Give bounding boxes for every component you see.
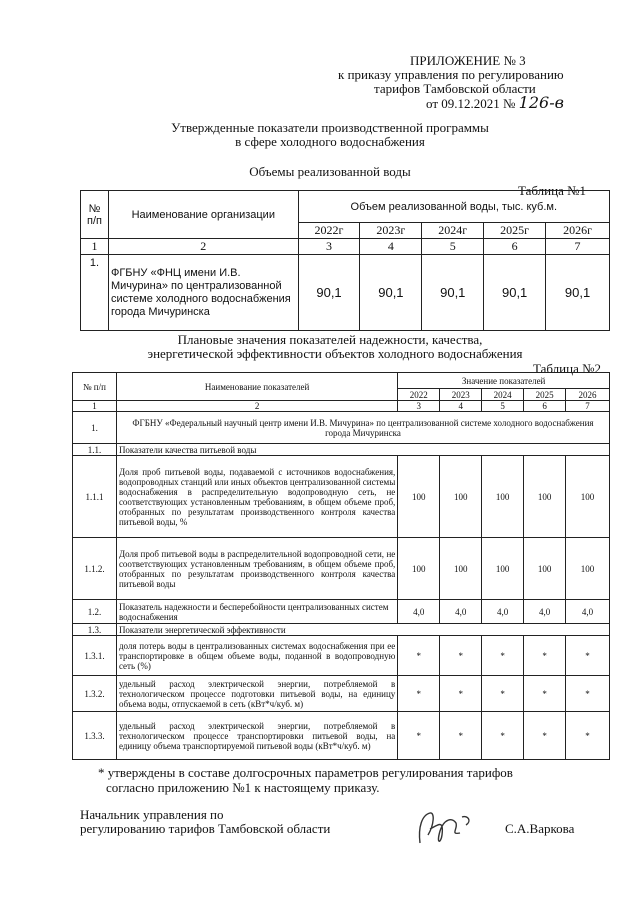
t2-value: 100 (566, 538, 610, 600)
t1-value: 90,1 (298, 255, 360, 331)
t2-colnum: 7 (566, 401, 610, 412)
t2-row-text: Доля проб питьевой воды, подаваемой с источников водоснабжения, водопроводных станций или иных объектов централизованной системы водоснабжения в распределительную водопроводную сеть, не соответствующих установленным требованиям, в общем объеме проб, отобранных по результатам производственного контроля качества питьевой воды, % (116, 456, 397, 538)
t2-value: 100 (524, 538, 566, 600)
order-date (426, 93, 564, 112)
t2-colnum: 5 (482, 401, 524, 412)
doc-title-line2: в сфере холодного водоснабжения (235, 134, 425, 149)
t2-value: * (482, 676, 524, 712)
table-row (73, 444, 610, 456)
t2-year: 2026 (566, 389, 610, 401)
t2-row-num: 1.2. (73, 600, 117, 624)
table1-label: Таблица №1 (518, 183, 587, 198)
signer-position-line1: Начальник управления по (80, 807, 224, 822)
t1-colnum: 4 (360, 239, 422, 255)
signer-name: С.А.Варкова (505, 821, 575, 836)
t1-colnum: 7 (546, 239, 610, 255)
t2-value: 100 (398, 456, 440, 538)
t2-value: 100 (482, 456, 524, 538)
t2-row-num: 1.3.3. (73, 712, 117, 760)
t2-row-num: 1.3.1. (73, 636, 117, 676)
t2-value: 4,0 (398, 600, 440, 624)
t2-row-text: Показатель надежности и бесперебойности централизованных систем водоснабжения (116, 600, 397, 624)
t2-colnum: 4 (440, 401, 482, 412)
t2-value: * (566, 636, 610, 676)
t1-row-num: 1. (81, 255, 109, 331)
t2-row-num: 1.1.1 (73, 456, 117, 538)
t1-colnum: 5 (422, 239, 484, 255)
t2-row-num: 1.1.2. (73, 538, 117, 600)
t2-value: * (524, 712, 566, 760)
volume-table (80, 190, 610, 331)
t2-row-num: 1.3.2. (73, 676, 117, 712)
t2-value: 4,0 (440, 600, 482, 624)
t2-value: * (524, 676, 566, 712)
order-date-text: от 09.12.2021 № (426, 96, 516, 111)
table-row (73, 676, 610, 712)
t2-value: * (482, 636, 524, 676)
table-row (81, 255, 610, 331)
t2-row-text: Доля проб питьевой воды в распределительной водопроводной сети, не соответствующих установленным требованиям, в общем объеме проб, отобранных по результатам производственного контроля качества питьевой воды (116, 538, 397, 600)
appendix-title: ПРИЛОЖЕНИЕ № 3 (410, 53, 526, 68)
t2-value: * (482, 712, 524, 760)
section2-title-line1: Плановые значения показателей надежности, качества, (177, 332, 483, 347)
t2-row-num: 1.3. (73, 624, 117, 636)
footnote-line2: согласно приложению №1 к настоящему приказу. (106, 780, 380, 795)
t2-row-num: 1.1. (73, 444, 117, 456)
order-ref-line1: к приказу управления по регулированию (338, 67, 564, 82)
t2-value: 100 (566, 456, 610, 538)
t2-row-text: Показатели качества питьевой воды (116, 444, 609, 456)
t2-value: 4,0 (566, 600, 610, 624)
section1-title: Объемы реализованной воды (249, 164, 411, 179)
t2-value: * (398, 676, 440, 712)
t2-value: 100 (440, 538, 482, 600)
t2-value: 4,0 (482, 600, 524, 624)
t1-colnum: 2 (108, 239, 298, 255)
table-row (73, 538, 610, 600)
signer-position-line2: регулированию тарифов Тамбовской области (80, 821, 331, 836)
footnote-line1: * утверждены в составе долгосрочных параметров регулирования тарифов (98, 765, 513, 780)
t2-org-num: 1. (73, 412, 117, 444)
t1-colnum: 6 (484, 239, 546, 255)
t2-value: * (440, 636, 482, 676)
t2-value: * (398, 712, 440, 760)
t2-header-value: Значение показателей (398, 373, 610, 389)
t2-row-text: Показатели энергетической эффективности (116, 624, 609, 636)
t1-year: 2024г (422, 223, 484, 239)
table-row (73, 636, 610, 676)
table-row (73, 624, 610, 636)
t1-value: 90,1 (360, 255, 422, 331)
table-row (73, 412, 610, 444)
t1-header-volume: Объем реализованной воды, тыс. куб.м. (298, 191, 609, 223)
t1-value: 90,1 (484, 255, 546, 331)
t2-row-text: удельный расход электрической энергии, потребляемой в технологическом процессе подготовки питьевой воды, на единицу объема воды, отпускаемой в сеть (кВт*ч/куб. м) (116, 676, 397, 712)
order-ref-line2: тарифов Тамбовской области (374, 81, 536, 96)
t2-value: * (524, 636, 566, 676)
handwritten-signature-icon (400, 805, 500, 850)
t2-value: 100 (524, 456, 566, 538)
t2-header-name: Наименование показателей (116, 373, 397, 401)
table-row (73, 712, 610, 760)
t1-year: 2025г (484, 223, 546, 239)
t1-header-num: № п/п (81, 191, 109, 239)
doc-title-line1: Утвержденные показатели производственной программы (171, 120, 489, 135)
t2-value: * (440, 712, 482, 760)
order-number-handwritten: 126-в (518, 93, 564, 112)
t2-value: 100 (440, 456, 482, 538)
t2-value: * (566, 712, 610, 760)
t2-row-text: удельный расход электрической энергии, потребляемой в технологическом процессе транспортировки питьевой воды, на единицу объема транспортируемой питьевой воды (кВт*ч/куб. м) (116, 712, 397, 760)
t1-value: 90,1 (422, 255, 484, 331)
t1-value: 90,1 (546, 255, 610, 331)
t2-value: * (398, 636, 440, 676)
t2-year: 2022 (398, 389, 440, 401)
t2-org-text: ФГБНУ «Федеральный научный центр имени И.В. Мичурина» по централизованной системе холодного водоснабжения города Мичуринска (116, 412, 609, 444)
t1-colnum: 1 (81, 239, 109, 255)
t2-value: 100 (482, 538, 524, 600)
table2-label: Таблица №2 (533, 361, 602, 376)
t1-row-org: ФГБНУ «ФНЦ имени И.В. Мичурина» по централизованной системе холодного водоснабжения города Мичуринска (108, 255, 298, 331)
t2-colnum: 6 (524, 401, 566, 412)
indicators-table (72, 372, 610, 760)
t2-value: 100 (398, 538, 440, 600)
t2-year: 2025 (524, 389, 566, 401)
t2-colnum: 3 (398, 401, 440, 412)
t2-value: * (440, 676, 482, 712)
t2-header-num: № п/п (73, 373, 117, 401)
t2-year: 2024 (482, 389, 524, 401)
t1-header-org: Наименование организации (108, 191, 298, 239)
t2-colnum: 2 (116, 401, 397, 412)
t1-year: 2023г (360, 223, 422, 239)
t1-year: 2022г (298, 223, 360, 239)
t2-year: 2023 (440, 389, 482, 401)
t2-colnum: 1 (73, 401, 117, 412)
table-row (73, 600, 610, 624)
t2-value: * (566, 676, 610, 712)
t1-year: 2026г (546, 223, 610, 239)
t1-colnum: 3 (298, 239, 360, 255)
section2-title-line2: энергетической эффективности объектов холодного водоснабжения (147, 346, 523, 361)
t2-row-text: доля потерь воды в централизованных системах водоснабжения при ее транспортировке в общем объеме воды, поданной в водопроводную сеть (%) (116, 636, 397, 676)
table-row (73, 456, 610, 538)
t2-value: 4,0 (524, 600, 566, 624)
